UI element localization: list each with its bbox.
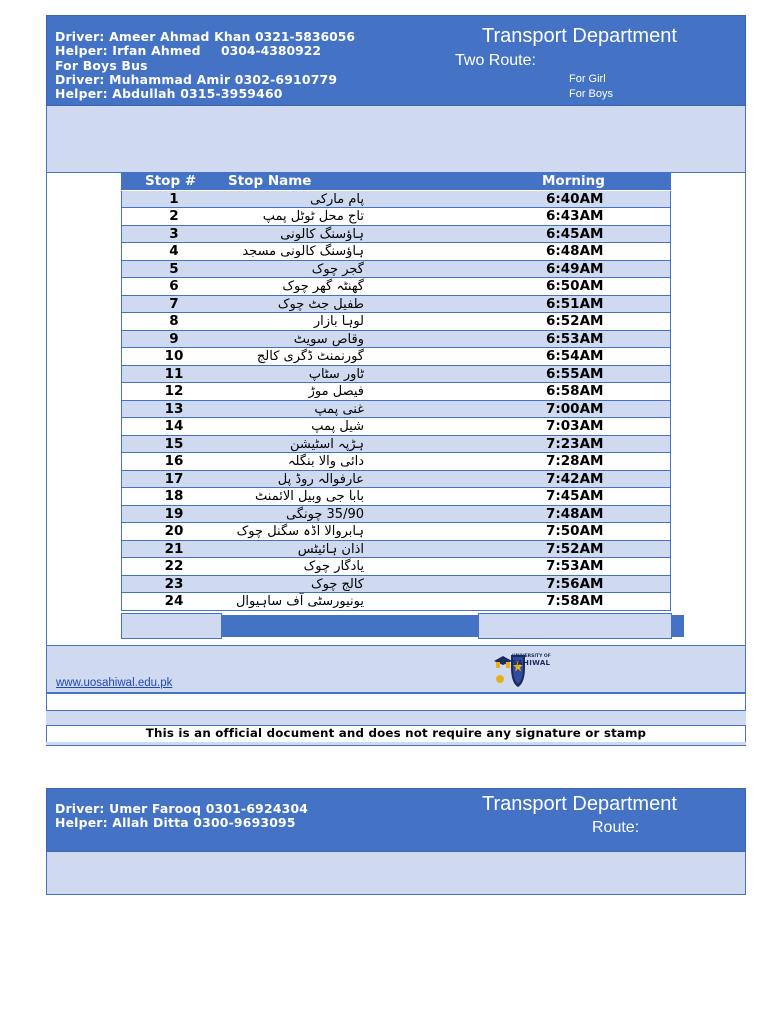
department-title: Transport Department (482, 25, 677, 47)
transport-header-2 (46, 788, 746, 852)
stop-name: شیل پمپ (311, 419, 364, 434)
stop-name: ہاؤسنگ کالونی مسجد (242, 244, 364, 259)
stop-name: گورنمنٹ ڈگری کالج (256, 349, 364, 364)
logo-name-text: SAHIWAL (512, 659, 551, 667)
stop-name: دائی والا بنگلہ (287, 454, 364, 469)
stop-number: 20 (164, 523, 184, 539)
department-title: Transport Department (482, 793, 677, 815)
stop-number: 9 (169, 330, 179, 347)
stop-name: بابا جی وبیل الائمنٹ (255, 489, 364, 504)
stop-name: یونیورسٹی آف ساہیوال (235, 594, 364, 609)
stop-number: 23 (164, 575, 184, 592)
morning-time: 6:49AM (546, 260, 604, 277)
table-row (121, 278, 671, 296)
morning-time: 6:55AM (546, 365, 604, 382)
divider (46, 693, 746, 694)
morning-time: 7:56AM (546, 575, 604, 592)
stop-name: عارفوالہ روڈ پل (277, 471, 364, 487)
morning-time: 6:58AM (546, 383, 604, 399)
morning-time: 6:48AM (546, 243, 604, 259)
stop-name: پام مارکی (310, 191, 364, 207)
table-row (121, 593, 671, 611)
table-row (121, 191, 671, 209)
table-row (121, 243, 671, 261)
stop-name: 35/90 چونگی (286, 506, 364, 522)
table-row (121, 348, 671, 366)
header-band-2 (46, 852, 746, 895)
stop-number: 14 (164, 418, 184, 434)
stop-name: ہابروالا اڈہ سگنل چوک (236, 524, 364, 539)
table-row (121, 331, 671, 349)
morning-time: 7:45AM (546, 488, 604, 504)
table-row (121, 523, 671, 541)
note-boys: For Boys (569, 88, 614, 100)
morning-time: 7:00AM (546, 400, 604, 417)
footer-stripe (46, 711, 746, 725)
table-row (121, 366, 671, 384)
stop-name: ہڑپہ اسٹیشن (289, 436, 364, 452)
morning-time: 6:40AM (546, 190, 604, 207)
stop-name: کالج چوک (310, 576, 364, 592)
footer-bottom-bar (46, 742, 746, 746)
driver-name: Driver: Umer Farooq 0301-6924304 (55, 801, 309, 816)
bus-note: For Boys Bus (55, 58, 148, 73)
morning-time: 7:42AM (546, 470, 604, 487)
morning-time: 6:54AM (546, 348, 604, 364)
morning-time: 7:28AM (546, 453, 604, 469)
table-row (121, 418, 671, 436)
stop-number: 8 (169, 313, 179, 329)
driver-2: Driver: Muhammad Amir 0302-6910779 (55, 72, 338, 87)
table-row (121, 576, 671, 594)
stop-number: 4 (169, 243, 179, 259)
stop-name: ہاؤسنگ کالونی (280, 226, 364, 242)
morning-time: 7:50AM (546, 523, 604, 539)
stop-name: گھنٹہ گھر چوک (282, 279, 364, 294)
stop-name: فیصل موڑ (308, 384, 364, 399)
morning-time: 7:03AM (546, 418, 604, 434)
route-label: Route: (592, 819, 640, 836)
table-row (121, 383, 671, 401)
stop-number: 16 (164, 453, 184, 469)
stop-number: 12 (164, 383, 184, 399)
table-row (121, 313, 671, 331)
table-row (121, 453, 671, 471)
table-row (121, 296, 671, 314)
morning-time: 7:48AM (546, 505, 604, 522)
stop-name: وقاص سویٹ (293, 331, 364, 347)
stop-number: 1 (169, 190, 179, 207)
stop-number: 18 (164, 488, 184, 504)
morning-time: 7:52AM (546, 540, 604, 557)
morning-time: 7:53AM (546, 558, 604, 574)
morning-time: 6:45AM (546, 225, 604, 242)
route-label: Two Route: (455, 52, 536, 69)
driver-1-name: Driver: Ameer Ahmad Khan (55, 29, 251, 44)
morning-time: 6:43AM (546, 208, 604, 224)
table-header (121, 173, 671, 190)
stop-name: یادگار چوک (303, 559, 364, 574)
morning-time: 6:51AM (546, 295, 604, 312)
table-row (121, 208, 671, 226)
table-row (121, 226, 671, 244)
header-band (46, 106, 746, 173)
table-row (121, 261, 671, 279)
col-stop-name: Stop Name (228, 173, 312, 189)
stop-number: 5 (169, 260, 179, 277)
stop-name: لوہا بازار (313, 314, 364, 329)
note-girl: For Girl (569, 73, 606, 85)
stop-number: 11 (164, 365, 184, 382)
helper-2: Helper: Abdullah 0315-3959460 (55, 86, 283, 101)
morning-time: 7:58AM (546, 593, 604, 609)
col-morning: Morning (542, 173, 605, 189)
university-logo (493, 653, 555, 689)
stop-number: 10 (164, 348, 184, 364)
stop-name: غنی پمپ (314, 401, 364, 417)
col-stop-number: Stop # (145, 173, 197, 189)
morning-time: 6:53AM (546, 330, 604, 347)
stop-number: 19 (164, 505, 184, 522)
table-row (121, 541, 671, 559)
stop-name: تاج محل ٹوٹل پمپ (262, 209, 364, 224)
stop-number: 17 (164, 470, 184, 487)
transport-header (46, 15, 746, 106)
table-row (121, 401, 671, 419)
stop-number: 22 (164, 558, 184, 574)
helper-name: Helper: Allah Ditta 0300-9693095 (55, 815, 296, 830)
stop-number: 13 (164, 400, 184, 417)
stop-number: 24 (164, 593, 184, 609)
morning-time: 6:52AM (546, 313, 604, 329)
stop-number: 3 (169, 225, 179, 242)
table-footer (121, 613, 684, 639)
table-row (121, 436, 671, 454)
stop-name: اذان ہائیٹس (297, 541, 364, 557)
helper-1-phone: 0304-4380922 (221, 43, 321, 58)
table-row (121, 558, 671, 576)
stop-number: 15 (164, 435, 184, 452)
morning-time: 7:23AM (546, 435, 604, 452)
helper-1-name: Helper: Irfan Ahmed (55, 43, 201, 58)
table-row (121, 506, 671, 524)
stop-number: 21 (164, 540, 184, 557)
stop-number: 6 (169, 278, 179, 294)
stop-number: 7 (169, 295, 179, 312)
table-row (121, 488, 671, 506)
driver-1-phone: 0321-5836056 (255, 29, 355, 44)
morning-time: 6:50AM (546, 278, 604, 294)
stop-name: ٹاور سٹاپ (308, 366, 364, 382)
stop-name: گجر چوک (311, 261, 364, 277)
website-link[interactable]: www.uosahiwal.edu.pk (56, 677, 173, 689)
table-row (121, 471, 671, 489)
official-statement: This is an official document and does not require any signature or stamp (145, 726, 647, 740)
stop-name: طفیل جٹ چوک (277, 296, 364, 312)
logo-top-text: UNIVERSITY OF (512, 654, 551, 659)
stop-number: 2 (169, 208, 179, 224)
